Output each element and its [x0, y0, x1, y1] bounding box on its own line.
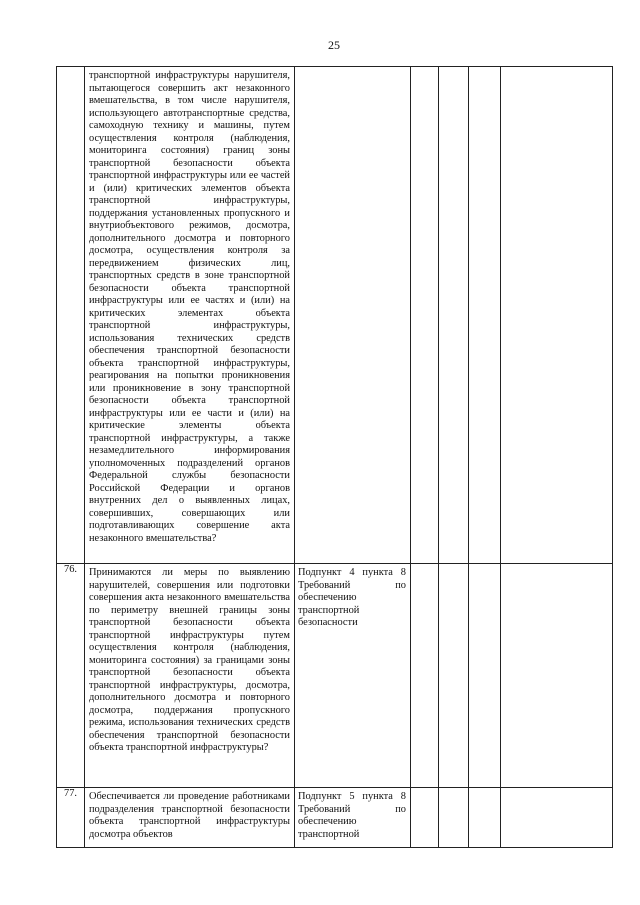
note-cell — [501, 67, 613, 564]
page-number: 25 — [328, 38, 340, 52]
reference-cell — [295, 788, 411, 848]
question-text: Обеспечивается ли проведение работниками подразделения транспортной безопасности объекта транспортной инфраструктуры досмотра объектов — [89, 791, 290, 840]
row-number-cell — [57, 67, 85, 564]
answer-na-cell — [469, 788, 501, 848]
table-row — [57, 67, 613, 564]
reference-cell — [295, 564, 411, 788]
note-cell — [501, 564, 613, 788]
reference-text — [295, 67, 410, 72]
reference-text: Подпункт 5 пункта 8 Требований по обеспечению транспортной — [298, 791, 406, 840]
question-text: транспортной инфраструктуры нарушителя, пытающегося совершить акт незаконного вмешательства, в том числе нарушителя, использующего автотранспортные средства, самоходную технику и машины, путем осуществления контроля (наблюдения, мониторинга состояния) границ зоны транспортной безопасности объекта транспортной инфраструктуры или ее частей и (или) критических элементов объекта транспортной инфраструктуры, поддержания установленных пропускного и внутриобъектового режимов, досмотра, дополнительного досмотра и повторного досмотра, осуществления контроля за передвижением физических лиц, транспортных средств в зоне транспортной безопасности объекта транспортной инфраструктуры или ее частях и (или) на критических элементах объекта транспортной инфраструктуры, использования технических средств обеспечения транспортной безопасности объекта транспортной инфраструктуры, реагирования на попытки проникновения или проникновение в зону транспортной безопасности объекта транспортной инфраструктуры или ее части и (или) на критические элементы объекта транспортной инфраструктуры, а также незамедлительного информирования уполномоченных подразделений органов Федеральной службы безопасности Российской Федерации и органов внутренних дел о выявленных лицах, совершивших, совершающих или подготавливающих совершение акта незаконного вмешательства? — [89, 70, 290, 544]
answer-yes-cell — [411, 67, 439, 564]
row-number: 77. — [64, 788, 77, 799]
answer-no-cell — [439, 564, 469, 788]
row-number-cell — [57, 788, 85, 848]
answer-no-cell — [439, 788, 469, 848]
answer-no-cell — [439, 67, 469, 564]
question-cell — [85, 788, 295, 848]
question-text: Принимаются ли меры по выявлению нарушителей, совершения или подготовки совершения акта незаконного вмешательства по периметру внешней границы зоны транспортной безопасности объекта транспортной инфраструктуры путем осуществления контроля (наблюдения, мониторинга состояния) за границами зоны транспортной безопасности объекта транспортной инфраструктуры, досмотра, дополнительного досмотра и повторного досмотра, поддержания пропускного режима, использования технических средств обеспечения транспортной безопасности объекта транспортной инфраструктуры? — [89, 567, 290, 753]
table-row — [57, 564, 613, 788]
answer-na-cell — [469, 67, 501, 564]
reference-cell — [295, 67, 411, 564]
row-number: 76. — [64, 564, 77, 575]
question-cell — [85, 564, 295, 788]
answer-na-cell — [469, 564, 501, 788]
reference-text: Подпункт 4 пункта 8 Требований по обеспечению транспортной безопасности — [298, 567, 406, 628]
row-number-cell — [57, 564, 85, 788]
answer-yes-cell — [411, 564, 439, 788]
note-cell — [501, 788, 613, 848]
question-cell — [85, 67, 295, 564]
answer-yes-cell — [411, 788, 439, 848]
table-row — [57, 788, 613, 848]
checklist-table — [56, 66, 613, 848]
